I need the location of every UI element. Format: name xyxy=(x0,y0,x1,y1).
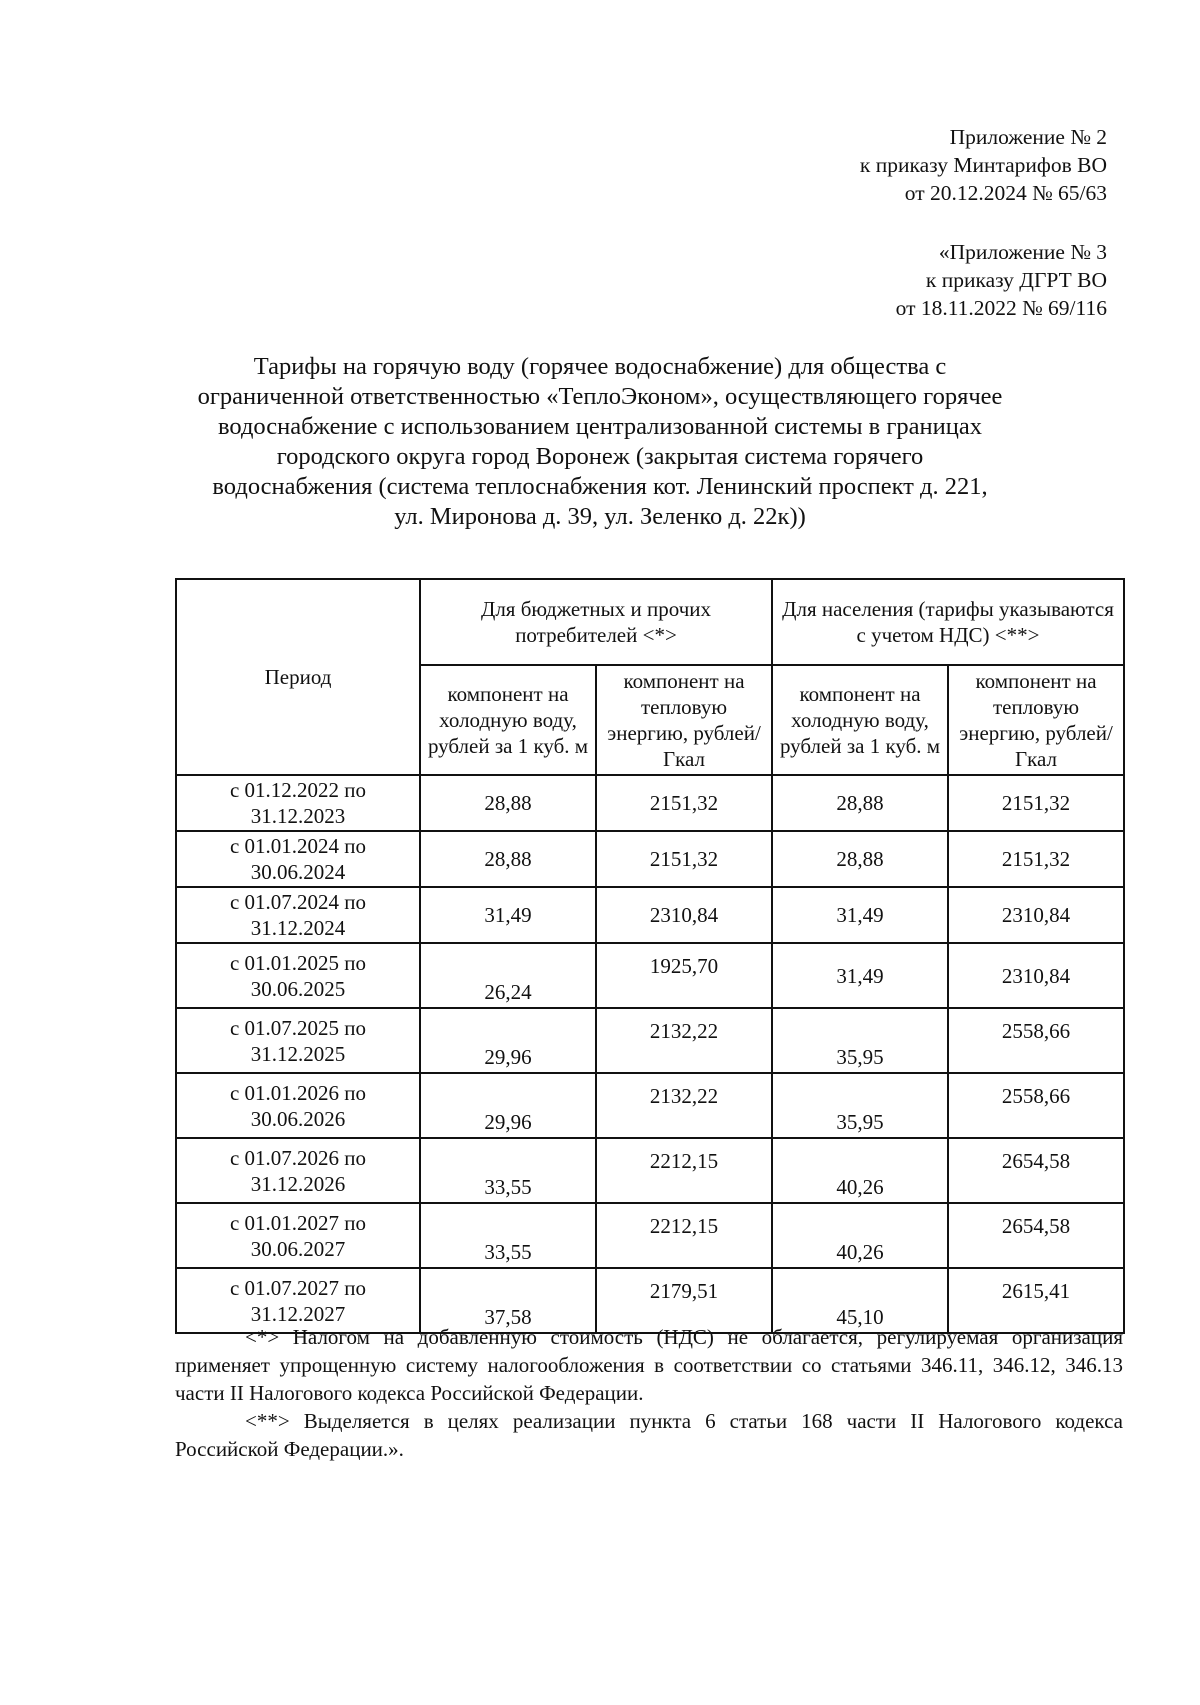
footnote-vat-exempt: <*> Налогом на добавленную стоимость (НДС) не облагается, регулируемая организация применяет упрощенную систему налогообложения в соответствии со статьями 346.11, 346.12, 346.13 части II Налогового кодекса Российской Федерации. xyxy=(175,1325,1123,1405)
budget-heat-cell: 2132,22 xyxy=(596,1008,772,1073)
budget-heat-header: компонент на тепловую энергию, рублей/Гкал xyxy=(596,665,772,775)
period-cell: с 01.07.2027 по 31.12.2027 xyxy=(176,1268,420,1333)
budget-water-cell: 33,55 xyxy=(420,1203,596,1268)
title-line: ограниченной ответственностью «ТеплоЭконом», осуществляющего горячее xyxy=(197,383,1003,410)
population-heat-cell: 2151,32 xyxy=(948,831,1124,887)
population-heat-cell: 2654,58 xyxy=(948,1203,1124,1268)
appendix-previous-header xyxy=(896,238,1107,322)
population-water-header: компонент на холодную воду, рублей за 1 куб. м xyxy=(772,665,948,775)
budget-water-cell: 29,96 xyxy=(420,1008,596,1073)
title-line: водоснабжения (система теплоснабжения кот. Ленинский проспект д. 221, xyxy=(212,473,988,500)
budget-water-cell: 28,88 xyxy=(420,831,596,887)
population-water-cell: 40,26 xyxy=(772,1138,948,1203)
budget-heat-cell: 1925,70 xyxy=(596,943,772,1008)
title-line: Тарифы на горячую воду (горячее водоснабжение) для общества с xyxy=(253,353,947,380)
table-row xyxy=(176,775,1124,831)
budget-water-cell: 31,49 xyxy=(420,887,596,943)
appendix-main-line1: Приложение № 2 xyxy=(949,125,1107,149)
budget-heat-cell: 2151,32 xyxy=(596,775,772,831)
period-cell: с 01.12.2022 по 31.12.2023 xyxy=(176,775,420,831)
title-line: водоснабжение с использованием централизованной системы в границах xyxy=(218,413,982,440)
budget-heat-cell: 2212,15 xyxy=(596,1138,772,1203)
period-cell: с 01.07.2024 по 31.12.2024 xyxy=(176,887,420,943)
population-heat-cell: 2558,66 xyxy=(948,1008,1124,1073)
period-header: Период xyxy=(176,579,420,775)
period-cell: с 01.01.2027 по 30.06.2027 xyxy=(176,1203,420,1268)
budget-heat-cell: 2212,15 xyxy=(596,1203,772,1268)
population-water-cell: 28,88 xyxy=(772,775,948,831)
budget-water-cell: 29,96 xyxy=(420,1073,596,1138)
period-cell: с 01.01.2025 по 30.06.2025 xyxy=(176,943,420,1008)
budget-heat-cell: 2132,22 xyxy=(596,1073,772,1138)
table-row xyxy=(176,1008,1124,1073)
table-row xyxy=(176,887,1124,943)
budget-water-cell: 37,58 xyxy=(420,1268,596,1333)
population-water-cell: 31,49 xyxy=(772,887,948,943)
document-title xyxy=(150,352,1050,532)
population-heat-cell: 2310,84 xyxy=(948,943,1124,1008)
table-row xyxy=(176,1138,1124,1203)
budget-water-cell: 33,55 xyxy=(420,1138,596,1203)
population-water-cell: 31,49 xyxy=(772,943,948,1008)
budget-group-header: Для бюджетных и прочих потребителей <*> xyxy=(420,579,772,665)
population-group-header: Для населения (тарифы указываются с учетом НДС) <**> xyxy=(772,579,1124,665)
title-line: ул. Миронова д. 39, ул. Зеленко д. 22к)) xyxy=(394,503,806,530)
appendix-main-line2: к приказу Минтарифов ВО xyxy=(859,153,1107,177)
footnote-vat-included: <**> Выделяется в целях реализации пункта 6 статьи 168 части II Налогового кодекса Российской Федерации.». xyxy=(175,1409,1123,1461)
tariff-table xyxy=(175,578,1125,1334)
table-row xyxy=(176,831,1124,887)
budget-heat-cell: 2179,51 xyxy=(596,1268,772,1333)
appendix-main-header xyxy=(860,123,1107,207)
population-water-cell: 40,26 xyxy=(772,1203,948,1268)
period-cell: с 01.07.2026 по 31.12.2026 xyxy=(176,1138,420,1203)
footnotes xyxy=(175,1323,1123,1463)
population-heat-cell: 2310,84 xyxy=(948,887,1124,943)
budget-heat-cell: 2151,32 xyxy=(596,831,772,887)
population-heat-cell: 2151,32 xyxy=(948,775,1124,831)
budget-water-cell: 26,24 xyxy=(420,943,596,1008)
table-row xyxy=(176,943,1124,1008)
period-cell: с 01.01.2024 по 30.06.2024 xyxy=(176,831,420,887)
population-water-cell: 35,95 xyxy=(772,1073,948,1138)
title-line: городского округа город Воронеж (закрытая система горячего xyxy=(276,443,924,470)
table-row xyxy=(176,1203,1124,1268)
budget-water-header: компонент на холодную воду, рублей за 1 куб. м xyxy=(420,665,596,775)
population-heat-cell: 2558,66 xyxy=(948,1073,1124,1138)
population-heat-cell: 2615,41 xyxy=(948,1268,1124,1333)
budget-water-cell: 28,88 xyxy=(420,775,596,831)
appendix-prev-line3: от 18.11.2022 № 69/116 xyxy=(895,296,1107,320)
period-cell: с 01.01.2026 по 30.06.2026 xyxy=(176,1073,420,1138)
population-water-cell: 28,88 xyxy=(772,831,948,887)
table-row xyxy=(176,1073,1124,1138)
appendix-prev-line1: «Приложение № 3 xyxy=(938,240,1107,264)
appendix-main-line3: от 20.12.2024 № 65/63 xyxy=(904,181,1107,205)
population-water-cell: 35,95 xyxy=(772,1008,948,1073)
population-water-cell: 45,10 xyxy=(772,1268,948,1333)
budget-heat-cell: 2310,84 xyxy=(596,887,772,943)
appendix-prev-line2: к приказу ДГРТ ВО xyxy=(925,268,1107,292)
population-heat-cell: 2654,58 xyxy=(948,1138,1124,1203)
period-cell: с 01.07.2025 по 31.12.2025 xyxy=(176,1008,420,1073)
population-heat-header: компонент на тепловую энергию, рублей/Гкал xyxy=(948,665,1124,775)
